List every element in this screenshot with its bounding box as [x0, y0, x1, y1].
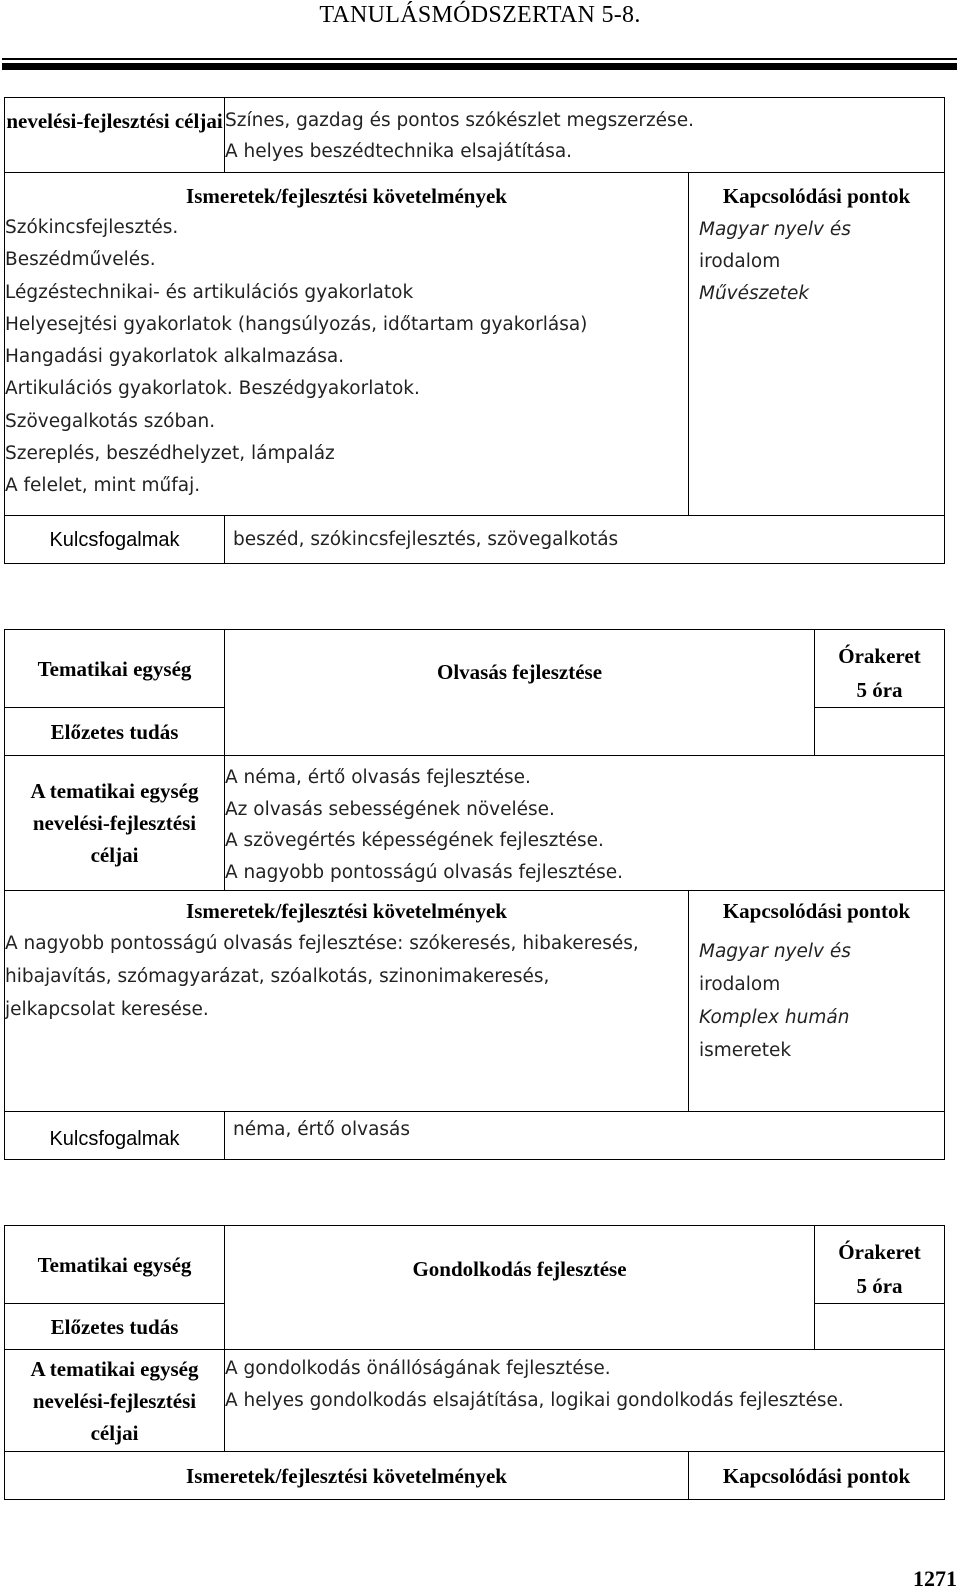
- keywords-value: beszéd, szókincsfejlesztés, szövegalkotás: [225, 516, 945, 564]
- goals-cell: [225, 98, 945, 173]
- connection-subject: Magyar nyelv és: [699, 941, 851, 962]
- goals-label: nevelési-fejlesztési céljai: [5, 98, 225, 173]
- connection-subject-cont: ismeretek: [699, 1040, 792, 1061]
- requirements-row: [5, 173, 945, 516]
- goal-item: Színes, gazdag és pontos szókészlet megszerzése.: [225, 110, 694, 131]
- connection-subject: Komplex humán: [699, 1007, 850, 1028]
- goals-row: [5, 98, 945, 173]
- goal-item: A szövegértés képességének fejlesztése.: [225, 830, 604, 851]
- hours-cell: [815, 1226, 945, 1304]
- goal-item: A helyes beszédtechnika elsajátítása.: [225, 141, 573, 162]
- prior-knowledge-label: Előzetes tudás: [5, 708, 225, 756]
- header-divider-thin: [2, 58, 957, 60]
- requirement-item: A nagyobb pontosságú olvasás fejlesztése: szókeresés, hibakeresés,: [5, 933, 639, 954]
- requirement-item: Légzéstechnikai- és artikulációs gyakorlatok: [5, 281, 414, 303]
- requirement-item: Helyesejtési gyakorlatok (hangsúlyozás, időtartam gyakorlása): [5, 313, 588, 335]
- requirement-item: Szókincsfejlesztés.: [5, 217, 179, 238]
- unit-title-row: [5, 630, 945, 708]
- requirements-cell: [5, 891, 689, 1112]
- unit-table-reading: [4, 629, 945, 1160]
- goals-row: [5, 756, 945, 891]
- requirement-item: Hangadási gyakorlatok alkalmazása.: [5, 346, 345, 368]
- unit-table-thinking: [4, 1225, 945, 1500]
- keywords-value: néma, értő olvasás: [225, 1112, 945, 1160]
- connections-header: Kapcsolódási pontok: [689, 1452, 945, 1500]
- requirement-item: Artikulációs gyakorlatok. Beszédgyakorlatok.: [5, 378, 420, 400]
- hours-label: Órakeret: [838, 644, 921, 668]
- connection-subject: Művészetek: [699, 283, 810, 304]
- page-header-title: TANULÁSMÓDSZERTAN 5-8.: [319, 2, 641, 28]
- requirement-item: jelkapcsolat keresése.: [5, 999, 209, 1020]
- unit-title: Gondolkodás fejlesztése: [225, 1226, 815, 1350]
- unit-label: Tematikai egység: [5, 630, 225, 708]
- goal-item: A helyes gondolkodás elsajátítása, logikai gondolkodás fejlesztése.: [225, 1390, 844, 1411]
- requirement-item: A felelet, mint műfaj.: [5, 475, 201, 497]
- requirements-header-row: [5, 1452, 945, 1500]
- goal-item: Az olvasás sebességének növelése.: [225, 798, 555, 820]
- goal-item: A nagyobb pontosságú olvasás fejlesztése.: [225, 861, 623, 883]
- goals-label: A tematikai egység nevelési-fejlesztési céljai: [5, 1350, 225, 1452]
- requirements-cell: [5, 173, 689, 516]
- unit-title: Olvasás fejlesztése: [225, 630, 815, 756]
- connection-subject-cont: irodalom: [699, 251, 781, 272]
- prior-knowledge-value: [815, 1304, 945, 1350]
- unit-label: Tematikai egység: [5, 1226, 225, 1304]
- requirement-item: Szereplés, beszédhelyzet, lámpaláz: [5, 443, 335, 465]
- goals-label: A tematikai egység nevelési-fejlesztési céljai: [5, 756, 225, 891]
- hours-cell: [815, 630, 945, 708]
- requirements-header: Ismeretek/fejlesztési követelmények: [5, 1452, 689, 1500]
- header-divider-thick: [2, 63, 957, 70]
- connection-subject: Magyar nyelv és: [699, 219, 851, 240]
- requirements-row: [5, 891, 945, 1112]
- unit-table-speech: [4, 97, 945, 564]
- keywords-row: [5, 516, 945, 564]
- requirement-item: Beszédművelés.: [5, 249, 156, 271]
- hours-value: 5 óra: [856, 1274, 903, 1298]
- keywords-label: Kulcsfogalmak: [5, 516, 225, 564]
- connections-header: Kapcsolódási pontok: [722, 184, 911, 208]
- keywords-label: Kulcsfogalmak: [5, 1112, 225, 1160]
- keywords-row: [5, 1112, 945, 1160]
- requirement-item: hibajavítás, szómagyarázat, szóalkotás, szinonimakeresés,: [5, 966, 550, 987]
- goals-cell: [225, 756, 945, 891]
- prior-knowledge-value: [815, 708, 945, 756]
- hours-label: Órakeret: [838, 1240, 921, 1264]
- requirements-header: Ismeretek/fejlesztési követelmények: [186, 184, 507, 208]
- hours-value: 5 óra: [856, 678, 903, 702]
- goals-row: [5, 1350, 945, 1452]
- connections-cell: [689, 891, 945, 1112]
- connection-subject-cont: irodalom: [699, 974, 781, 995]
- connections-cell: [689, 173, 945, 516]
- goal-item: A néma, értő olvasás fejlesztése.: [225, 767, 531, 788]
- connections-header: Kapcsolódási pontok: [722, 899, 911, 923]
- goal-item: A gondolkodás önállóságának fejlesztése.: [225, 1358, 611, 1379]
- prior-knowledge-label: Előzetes tudás: [5, 1304, 225, 1350]
- unit-title-row: [5, 1226, 945, 1304]
- page-number: 1271: [913, 1566, 957, 1591]
- requirement-item: Szövegalkotás szóban.: [5, 410, 216, 432]
- goals-cell: [225, 1350, 945, 1452]
- requirements-header: Ismeretek/fejlesztési követelmények: [186, 899, 507, 923]
